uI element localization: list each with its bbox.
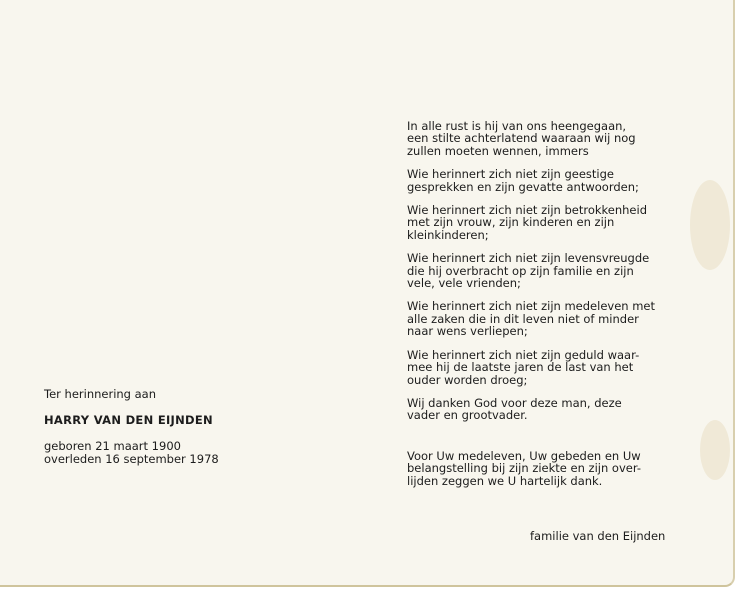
poem-stanza [407,168,697,193]
poem-line: Wie herinnert zich niet zijn geduld waar- [407,347,640,362]
poem-stanza [407,397,697,422]
thank-you-line: lijden zeggen we U hartelijk dank. [407,473,603,488]
poem-line: ouder worden droeg; [407,372,528,387]
poem-line: Wij danken God voor deze man, deze [407,395,622,410]
poem-stanza [407,300,697,337]
memorial-details [44,388,264,466]
poem-line: naar wens verliepen; [407,324,528,339]
thank-you-line: belangstelling bij zijn ziekte en zijn over- [407,461,641,476]
poem-line: alle zaken die in dit leven niet of minder [407,311,639,326]
poem-line: vele, vele vrienden; [407,276,521,291]
thank-you-note [407,450,697,487]
poem-line: Wie herinnert zich niet zijn betrokkenheid [407,203,647,218]
poem-line: zullen moeten wennen, immers [407,143,589,158]
poem-line: kleinkinderen; [407,227,489,242]
memorial-intro: Ter herinnering aan [44,387,157,401]
poem-line: gesprekken en zijn gevatte antwoorden; [407,179,639,194]
birth-date: geboren 21 maart 1900 [44,439,181,453]
deceased-name: HARRY VAN DEN EIJNDEN [44,413,213,427]
poem-line: In alle rust is hij van ons heengegaan, [407,119,627,133]
poem-line: een stilte achterlatend waaraan wij nog [407,131,636,146]
paper-stain [700,420,730,480]
poem-line: Wie herinnert zich niet zijn geestige [407,167,614,182]
death-date: overleden 16 september 1978 [44,452,219,466]
poem-line: vader en grootvader. [407,408,528,423]
poem-stanza [407,204,697,241]
memorial-poem [407,120,697,498]
poem-line: mee hij de laatste jaren de last van het [407,360,634,375]
poem-stanza [407,120,697,157]
family-signature: familie van den Eijnden [530,529,666,543]
poem-line: die hij overbracht op zijn familie en zijn [407,263,634,278]
poem-stanza [407,252,697,289]
poem-line: Wie herinnert zich niet zijn levensvreugde [407,251,650,266]
poem-line: met zijn vrouw, zijn kinderen en zijn [407,215,615,230]
thank-you-line: Voor Uw medeleven, Uw gebeden en Uw [407,448,641,463]
poem-line: Wie herinnert zich niet zijn medeleven met [407,299,656,314]
poem-stanza [407,349,697,386]
